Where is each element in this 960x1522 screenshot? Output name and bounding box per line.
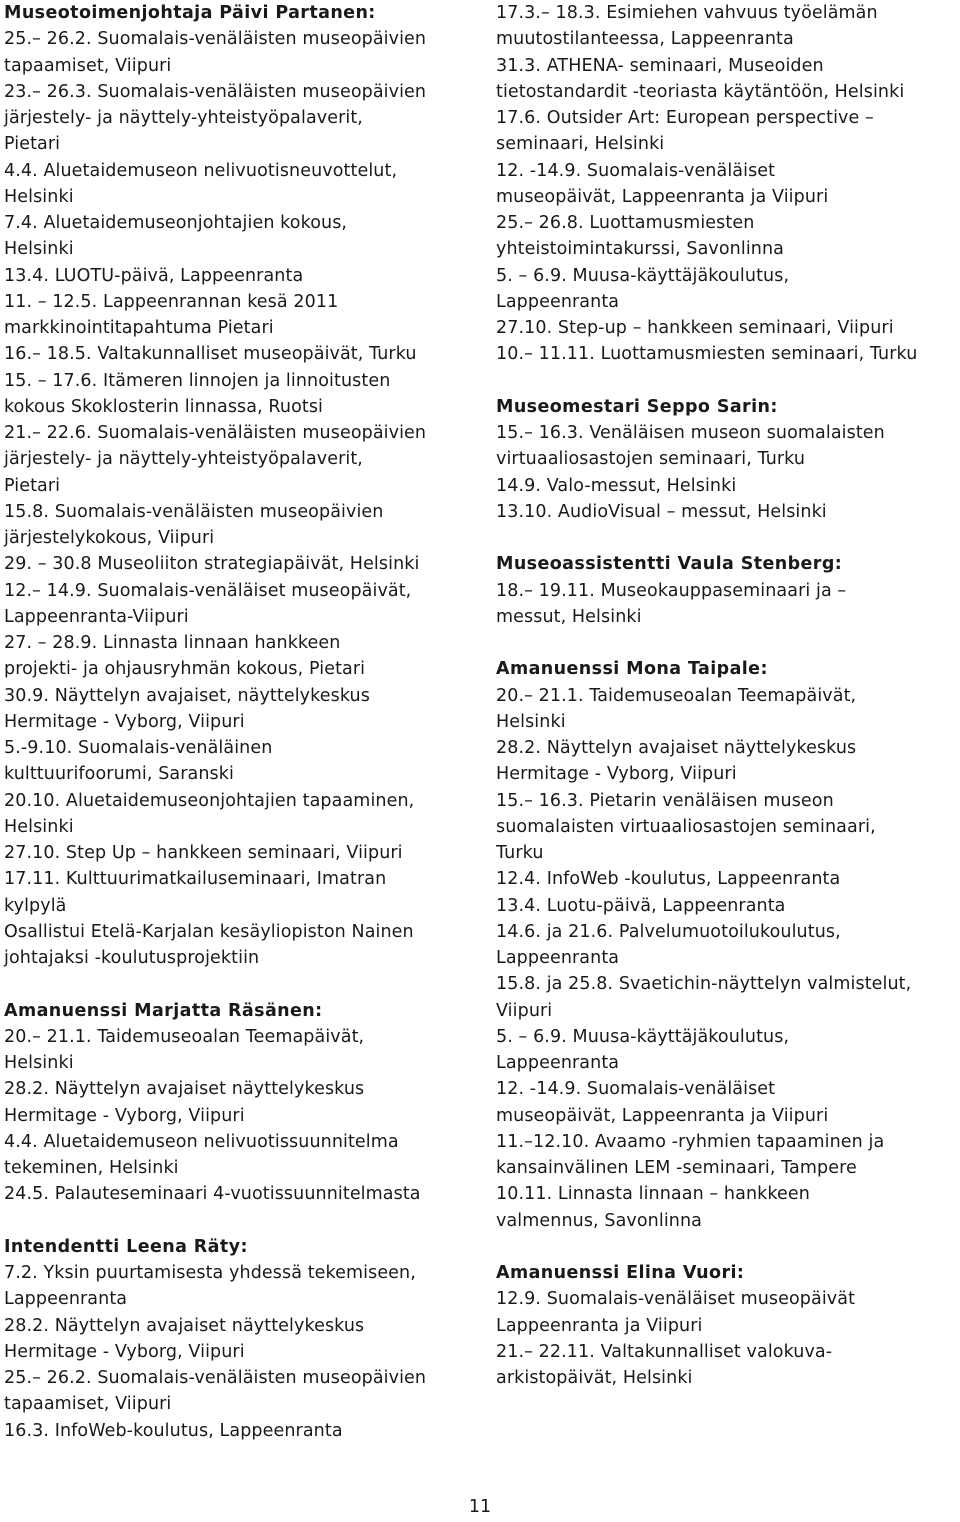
event-line: 15.– 16.3. Venäläisen museon suomalaisten bbox=[496, 423, 885, 443]
event-line: Turku bbox=[496, 843, 544, 863]
event-line: 27. – 28.9. Linnasta linnaan hankkeen bbox=[4, 633, 341, 653]
event-line: johtajaksi -koulutusprojektiin bbox=[4, 948, 260, 968]
event-line: tekeminen, Helsinki bbox=[4, 1158, 179, 1178]
section-heading: Amanuenssi Mona Taipale: bbox=[496, 659, 768, 680]
spacer bbox=[496, 630, 956, 656]
event-line: 12. -14.9. Suomalais-venäläiset bbox=[496, 1079, 776, 1100]
event-line: Hermitage - Vyborg, Viipuri bbox=[496, 764, 737, 785]
event-line: 15.8. Suomalais-venäläisten museopäivien bbox=[4, 501, 384, 522]
event-line: 28.2. Näyttelyn avajaiset näyttelykeskus bbox=[4, 1079, 365, 1100]
event-line: virtuaaliosastojen seminaari, Turku bbox=[496, 449, 806, 470]
event-line: Pietari bbox=[4, 475, 61, 496]
event-line: yhteistoimintakurssi, Savonlinna bbox=[496, 239, 784, 260]
event-line: 5.-9.10. Suomalais-venäläinen bbox=[4, 738, 273, 758]
event-line: 23.– 26.3. Suomalais-venäläisten museopäivien bbox=[4, 81, 427, 102]
event-line: järjestely- ja näyttely-yhteistyöpalaverit, bbox=[4, 449, 363, 470]
event-line: 17.3.– 18.3. Esimiehen vahvuus työelämän bbox=[496, 3, 878, 23]
event-line: 24.5. Palauteseminaari 4-vuotissuunnitelmasta bbox=[4, 1184, 421, 1205]
event-line: tapaamiset, Viipuri bbox=[4, 55, 172, 76]
event-line: 11.–12.10. Avaamo -ryhmien tapaaminen ja bbox=[496, 1131, 885, 1152]
event-line: Lappeenranta-Viipuri bbox=[4, 606, 189, 627]
event-line: kylpylä bbox=[4, 895, 67, 916]
right-column bbox=[496, 0, 956, 1391]
event-line: 21.– 22.6. Suomalais-venäläisten museopäivien bbox=[4, 423, 427, 443]
event-line: järjestely- ja näyttely-yhteistyöpalaverit, bbox=[4, 108, 363, 128]
event-line: 15. – 17.6. Itämeren linnojen ja linnoitusten bbox=[4, 370, 391, 391]
event-line: tapaamiset, Viipuri bbox=[4, 1394, 172, 1415]
event-line: suomalaisten virtuaaliosastojen seminaari, bbox=[496, 816, 876, 837]
event-line: 17.11. Kulttuurimatkailuseminaari, Imatran bbox=[4, 869, 387, 890]
spacer bbox=[4, 1208, 474, 1234]
event-line: järjestelykokous, Viipuri bbox=[4, 528, 215, 548]
event-line: Pietari bbox=[4, 134, 61, 155]
section-heading: Amanuenssi Marjatta Räsänen: bbox=[4, 1000, 323, 1021]
event-line: 28.2. Näyttelyn avajaiset näyttelykeskus bbox=[496, 738, 857, 758]
event-line: 27.10. Step Up – hankkeen seminaari, Viipuri bbox=[4, 843, 403, 863]
section-heading: Museomestari Seppo Sarin: bbox=[496, 396, 778, 417]
event-line: 10.– 11.11. Luottamusmiesten seminaari, Turku bbox=[496, 344, 918, 365]
event-line: 30.9. Näyttelyn avajaiset, näyttelykeskus bbox=[4, 685, 370, 706]
event-line: 13.10. AudioVisual – messut, Helsinki bbox=[496, 501, 827, 522]
spacer bbox=[496, 368, 956, 394]
event-line: Lappeenranta ja Viipuri bbox=[496, 1315, 703, 1336]
event-line: 12. -14.9. Suomalais-venäläiset bbox=[496, 160, 776, 181]
event-line: 13.4. Luotu-päivä, Lappeenranta bbox=[496, 895, 786, 916]
event-line: 18.– 19.11. Museokauppaseminaari ja – bbox=[496, 580, 847, 601]
event-line: arkistopäivät, Helsinki bbox=[496, 1368, 693, 1388]
event-line: muutostilanteessa, Lappeenranta bbox=[496, 29, 794, 50]
event-line: tietostandardit -teoriasta käytäntöön, Helsinki bbox=[496, 81, 905, 102]
event-line: Lappeenranta bbox=[496, 291, 620, 312]
event-line: Hermitage - Vyborg, Viipuri bbox=[4, 711, 245, 732]
event-line: 14.6. ja 21.6. Palvelumuotoilukoulutus, bbox=[496, 921, 841, 942]
event-line: 4.4. Aluetaidemuseon nelivuotissuunnitelma bbox=[4, 1131, 399, 1152]
event-line: 10.11. Linnasta linnaan – hankkeen bbox=[496, 1184, 810, 1205]
event-line: 5. – 6.9. Muusa-käyttäjäkoulutus, bbox=[496, 1026, 790, 1047]
spacer bbox=[4, 971, 474, 997]
event-line: Lappeenranta bbox=[496, 948, 620, 968]
event-line: Helsinki bbox=[4, 186, 74, 207]
left-column bbox=[4, 0, 474, 1444]
section-heading: Museotoimenjohtaja Päivi Partanen: bbox=[4, 3, 376, 23]
event-line: Hermitage - Vyborg, Viipuri bbox=[4, 1341, 245, 1362]
event-line: seminaari, Helsinki bbox=[496, 134, 665, 155]
event-line: 25.– 26.2. Suomalais-venäläisten museopäivien bbox=[4, 1368, 427, 1388]
event-line: 13.4. LUOTU-päivä, Lappeenranta bbox=[4, 265, 304, 286]
event-line: 25.– 26.2. Suomalais-venäläisten museopäivien bbox=[4, 29, 427, 50]
event-line: 7.2. Yksin puurtamisesta yhdessä tekemiseen, bbox=[4, 1263, 416, 1283]
event-line: 20.– 21.1. Taidemuseoalan Teemapäivät, bbox=[4, 1026, 365, 1047]
event-line: Helsinki bbox=[4, 816, 74, 837]
event-line: kulttuurifoorumi, Saranski bbox=[4, 764, 234, 785]
spacer bbox=[496, 525, 956, 551]
section-heading: Amanuenssi Elina Vuori: bbox=[496, 1263, 745, 1283]
event-line: museopäivät, Lappeenranta ja Viipuri bbox=[496, 186, 829, 207]
spacer bbox=[496, 1234, 956, 1260]
event-line: 31.3. ATHENA- seminaari, Museoiden bbox=[496, 55, 824, 76]
section-heading: Intendentti Leena Räty: bbox=[4, 1236, 248, 1257]
event-line: 17.6. Outsider Art: European perspective – bbox=[496, 108, 874, 128]
event-line: 27.10. Step-up – hankkeen seminaari, Viipuri bbox=[496, 318, 894, 338]
event-line: 25.– 26.8. Luottamusmiesten bbox=[496, 213, 755, 233]
event-line: 15.8. ja 25.8. Svaetichin-näyttelyn valmistelut, bbox=[496, 974, 912, 995]
event-line: 4.4. Aluetaidemuseon nelivuotisneuvottelut, bbox=[4, 160, 398, 181]
event-line: 16.3. InfoWeb-koulutus, Lappeenranta bbox=[4, 1420, 343, 1441]
event-line: Lappeenranta bbox=[4, 1289, 128, 1310]
event-line: projekti- ja ohjausryhmän kokous, Pietari bbox=[4, 659, 366, 680]
event-line: 11. – 12.5. Lappeenrannan kesä 2011 bbox=[4, 291, 339, 312]
event-line: Osallistui Etelä-Karjalan kesäyliopiston Nainen bbox=[4, 921, 414, 942]
event-line: 12.4. InfoWeb -koulutus, Lappeenranta bbox=[496, 869, 841, 890]
event-line: kokous Skoklosterin linnassa, Ruotsi bbox=[4, 396, 324, 417]
event-line: 12.– 14.9. Suomalais-venäläiset museopäivät, bbox=[4, 580, 412, 601]
event-line: 20.10. Aluetaidemuseonjohtajien tapaaminen, bbox=[4, 790, 415, 811]
event-line: 21.– 22.11. Valtakunnalliset valokuva- bbox=[496, 1341, 833, 1362]
event-line: Helsinki bbox=[4, 239, 74, 260]
event-line: 15.– 16.3. Pietarin venäläisen museon bbox=[496, 790, 834, 811]
event-line: 28.2. Näyttelyn avajaiset näyttelykeskus bbox=[4, 1315, 365, 1336]
event-line: 7.4. Aluetaidemuseonjohtajien kokous, bbox=[4, 213, 348, 233]
event-line: Hermitage - Vyborg, Viipuri bbox=[4, 1105, 245, 1126]
event-line: 5. – 6.9. Muusa-käyttäjäkoulutus, bbox=[496, 265, 790, 286]
event-line: 14.9. Valo-messut, Helsinki bbox=[496, 475, 737, 496]
event-line: valmennus, Savonlinna bbox=[496, 1210, 702, 1231]
event-line: 29. – 30.8 Museoliiton strategiapäivät, Helsinki bbox=[4, 554, 420, 575]
event-line: 20.– 21.1. Taidemuseoalan Teemapäivät, bbox=[496, 685, 857, 706]
section-heading: Museoassistentti Vaula Stenberg: bbox=[496, 554, 843, 575]
event-line: museopäivät, Lappeenranta ja Viipuri bbox=[496, 1105, 829, 1126]
event-line: Viipuri bbox=[496, 1000, 553, 1021]
event-line: kansainvälinen LEM -seminaari, Tampere bbox=[496, 1158, 857, 1178]
event-line: 12.9. Suomalais-venäläiset museopäivät bbox=[496, 1289, 856, 1310]
event-line: Helsinki bbox=[4, 1053, 74, 1073]
event-line: markkinointitapahtuma Pietari bbox=[4, 318, 274, 338]
page-number: 11 bbox=[468, 1497, 492, 1517]
event-line: messut, Helsinki bbox=[496, 606, 642, 627]
event-line: Lappeenranta bbox=[496, 1053, 620, 1073]
event-line: 16.– 18.5. Valtakunnalliset museopäivät, Turku bbox=[4, 344, 417, 365]
event-line: Helsinki bbox=[496, 711, 566, 732]
